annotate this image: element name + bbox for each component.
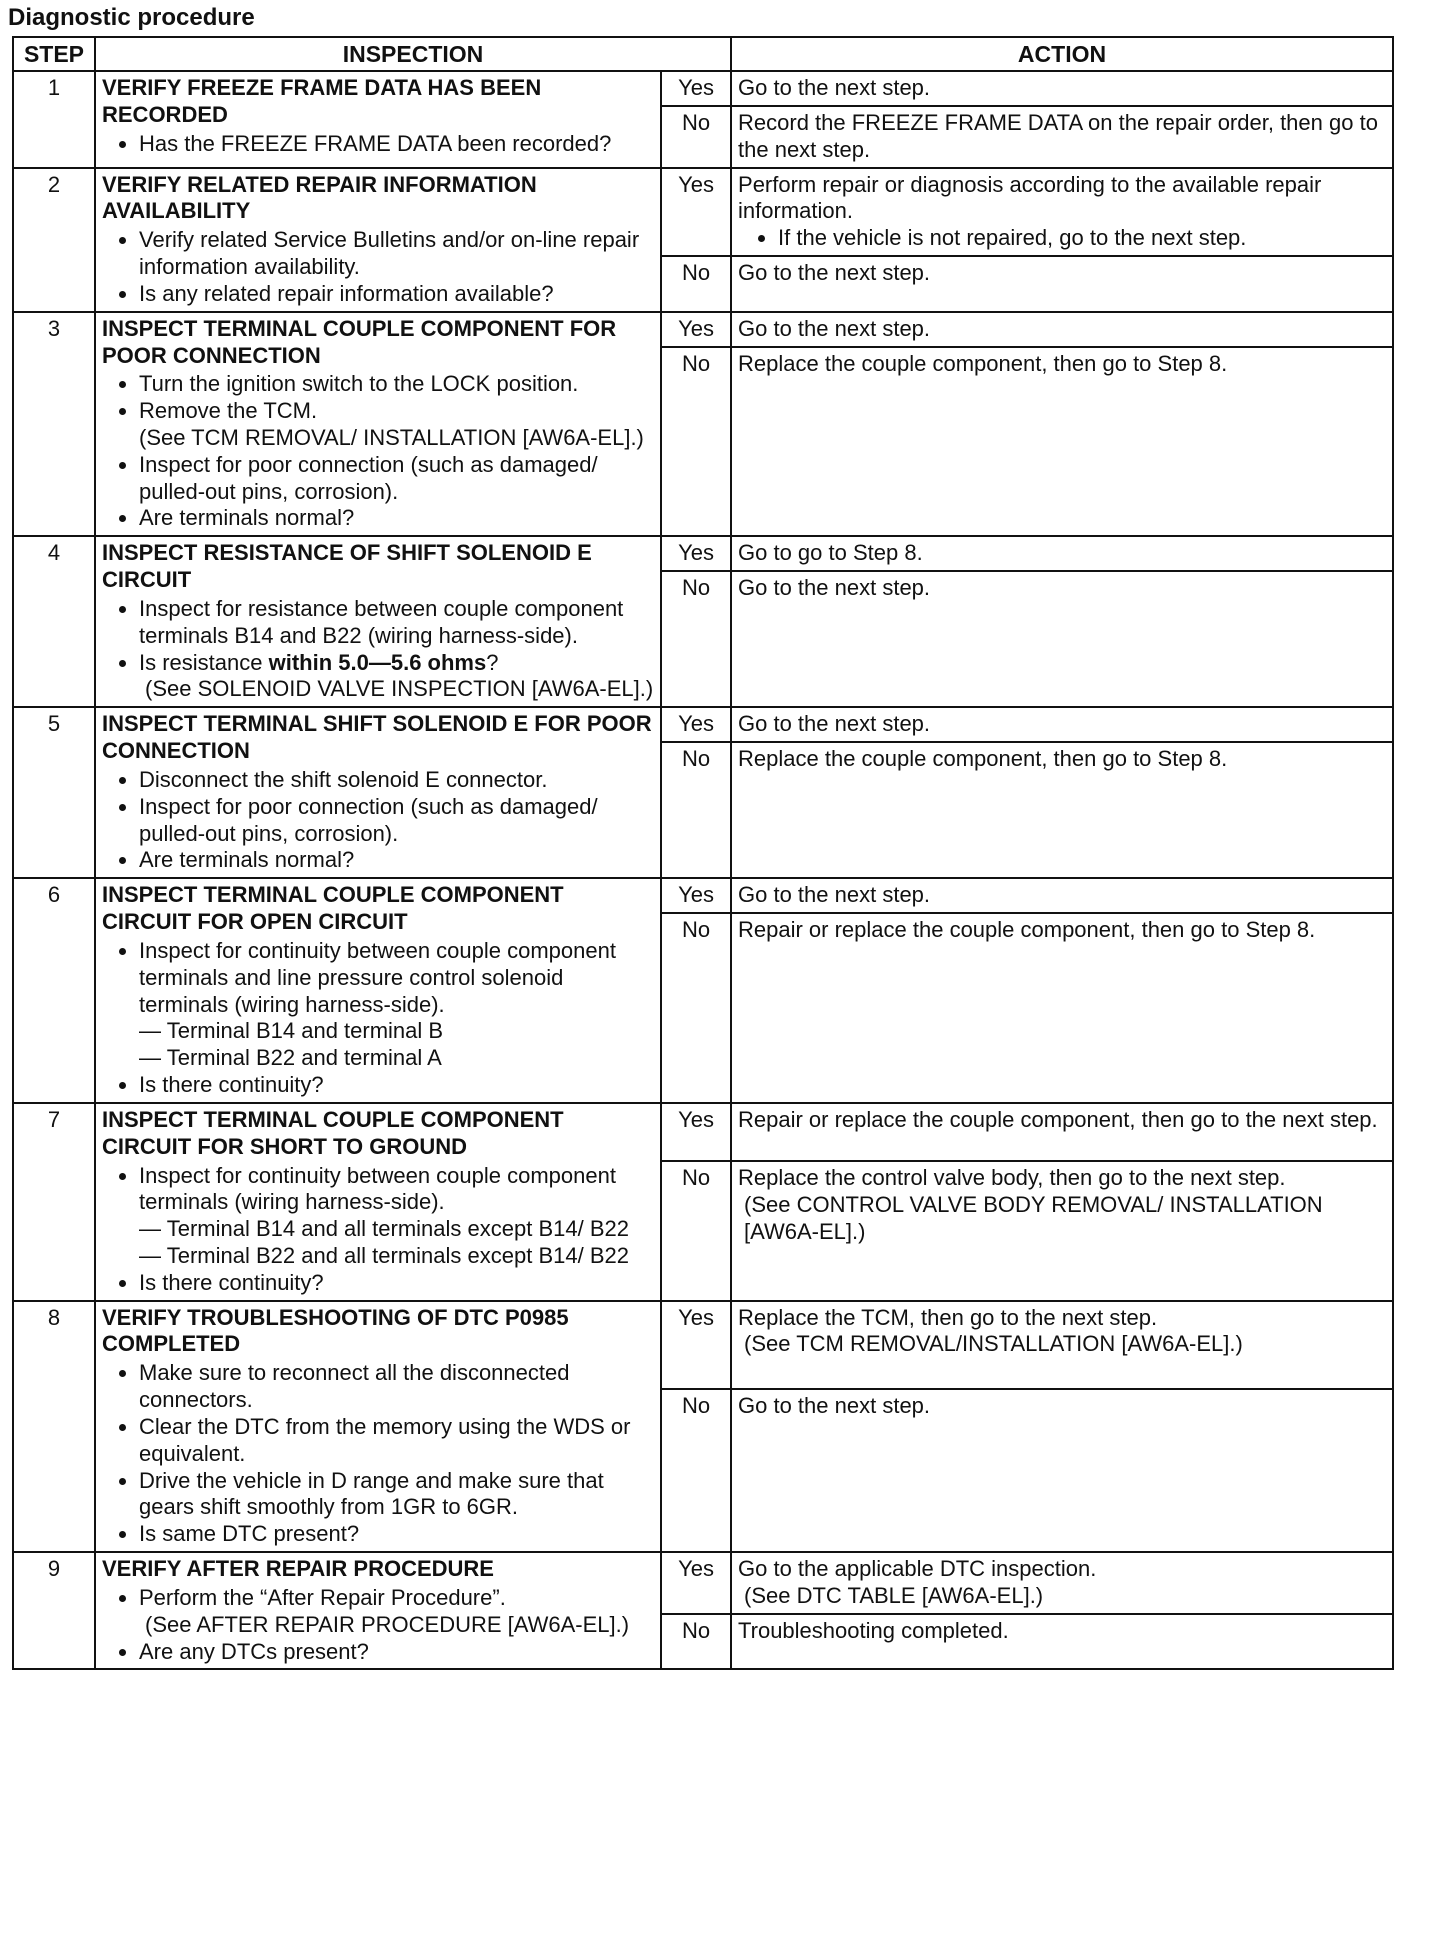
- no-action: Replace the couple component, then go to Step 8.: [731, 347, 1393, 537]
- inspection-cell: [95, 707, 661, 878]
- inspection-item: • Is there continuity?: [139, 1270, 654, 1297]
- yes-action: Go to go to Step 8.: [731, 536, 1393, 571]
- terminal-pair: — Terminal B22 and terminal A: [139, 1045, 442, 1071]
- inspection-title: INSPECT TERMINAL COUPLE COMPONENT CIRCUIT FOR OPEN CIRCUIT: [102, 882, 564, 935]
- step-1-yes-row: [13, 71, 1393, 106]
- no-label: No: [661, 106, 731, 168]
- yes-label: Yes: [661, 1301, 731, 1389]
- inspection-title: INSPECT TERMINAL SHIFT SOLENOID E FOR POOR CONNECTION: [102, 711, 652, 764]
- inspection-title: VERIFY TROUBLESHOOTING OF DTC P0985 COMPLETED: [102, 1304, 569, 1357]
- yes-action: Perform repair or diagnosis according to the available repair information.: [738, 171, 1322, 224]
- inspection-title: INSPECT TERMINAL COUPLE COMPONENT FOR POOR CONNECTION: [102, 315, 617, 368]
- step-number: 9: [13, 1552, 95, 1669]
- yes-action: Repair or replace the couple component, then go to the next step.: [731, 1103, 1393, 1161]
- inspection-item: • Are any DTCs present?: [139, 1639, 654, 1666]
- step-5-yes-row: [13, 707, 1393, 742]
- inspection-cell: [95, 168, 661, 312]
- inspection-list: [102, 938, 654, 1099]
- no-label: No: [661, 571, 731, 707]
- inspection-item: • Drive the vehicle in D range and make sure that gears shift smoothly from 1GR to 6GR.: [139, 1468, 654, 1522]
- no-label: No: [661, 913, 731, 1103]
- yes-label: Yes: [661, 707, 731, 742]
- step-6-yes-row: [13, 878, 1393, 913]
- step-4-yes-row: [13, 536, 1393, 571]
- inspection-cell: [95, 1301, 661, 1552]
- terminal-pair: — Terminal B22 and all terminals except B14/ B22: [139, 1243, 629, 1268]
- step-number: 6: [13, 878, 95, 1103]
- inspection-cell: [95, 536, 661, 707]
- inspection-item: • Is there continuity?: [139, 1072, 654, 1099]
- step-number: 4: [13, 536, 95, 707]
- yes-action: Go to the next step.: [731, 707, 1393, 742]
- reference-text: (See AFTER REPAIR PROCEDURE [AW6A-EL].): [145, 1611, 630, 1637]
- no-action: Go to the next step.: [731, 571, 1393, 707]
- inspection-item: • Inspect for poor connection (such as damaged/ pulled-out pins, corrosion).: [139, 794, 654, 848]
- reference-text: (See DTC TABLE [AW6A-EL].): [744, 1582, 1044, 1608]
- inspection-title: VERIFY FREEZE FRAME DATA HAS BEEN RECORDED: [102, 75, 542, 127]
- terminal-pair: — Terminal B14 and terminal B: [139, 1018, 444, 1044]
- yes-label: Yes: [661, 168, 731, 256]
- inspection-item: [139, 398, 654, 452]
- inspection-list: [102, 227, 654, 307]
- inspection-item-text: Remove the TCM.: [139, 398, 318, 424]
- inspection-item-text: Perform the “After Repair Procedure”.: [139, 1584, 506, 1610]
- inspection-item: • Disconnect the shift solenoid E connector.: [139, 767, 654, 794]
- no-action: Troubleshooting completed.: [731, 1614, 1393, 1670]
- inspection-title: INSPECT RESISTANCE OF SHIFT SOLENOID E CIRCUIT: [102, 540, 592, 593]
- reference-text: (See SOLENOID VALVE INSPECTION [AW6A-EL].): [145, 676, 654, 702]
- inspection-item: • Is any related repair information available?: [139, 281, 654, 308]
- inspection-cell: [95, 71, 661, 167]
- no-action: Replace the control valve body, then go to the next step.: [738, 1164, 1286, 1190]
- inspection-list: [102, 131, 654, 158]
- inspection-header: INSPECTION: [95, 37, 731, 71]
- action-header: ACTION: [731, 37, 1393, 71]
- reference-text: (See TCM REMOVAL/INSTALLATION [AW6A-EL].): [744, 1331, 1243, 1357]
- yes-action-list: [738, 225, 1386, 252]
- step-number: 7: [13, 1103, 95, 1301]
- yes-action: Replace the TCM, then go to the next step.: [738, 1304, 1158, 1330]
- inspection-list: [102, 767, 654, 874]
- yes-action-cell: [731, 1552, 1393, 1614]
- inspection-list: [102, 371, 654, 532]
- yes-action: Go to the next step.: [731, 312, 1393, 347]
- inspection-item: • Make sure to reconnect all the disconnected connectors.: [139, 1360, 654, 1414]
- inspection-cell: [95, 1552, 661, 1669]
- inspection-list: [102, 1585, 654, 1665]
- yes-action: Go to the applicable DTC inspection.: [738, 1556, 1097, 1582]
- no-label: No: [661, 742, 731, 878]
- step-9-yes-row: [13, 1552, 1393, 1614]
- inspection-title: VERIFY AFTER REPAIR PROCEDURE: [102, 1556, 494, 1582]
- inspection-list: [102, 596, 654, 703]
- yes-label: Yes: [661, 536, 731, 571]
- inspection-item: • Has the FREEZE FRAME DATA been recorded?: [139, 131, 654, 158]
- yes-action-cell: [731, 168, 1393, 256]
- inspection-list: [102, 1163, 654, 1297]
- step-3-yes-row: [13, 312, 1393, 347]
- step-number: 3: [13, 312, 95, 537]
- yes-label: Yes: [661, 312, 731, 347]
- inspection-item: • Clear the DTC from the memory using the WDS or equivalent.: [139, 1414, 654, 1468]
- reference-text: (See TCM REMOVAL/ INSTALLATION [AW6A-EL].): [139, 424, 644, 450]
- no-label: No: [661, 256, 731, 312]
- inspection-item: • Inspect for resistance between couple component terminals B14 and B22 (wiring harness-side).: [139, 596, 654, 650]
- step-8-yes-row: [13, 1301, 1393, 1389]
- step-2-yes-row: [13, 168, 1393, 256]
- inspection-cell: [95, 1103, 661, 1301]
- step-7-yes-row: [13, 1103, 1393, 1161]
- inspection-item: • Are terminals normal?: [139, 505, 654, 532]
- inspection-item: [139, 1163, 654, 1270]
- step-number: 1: [13, 71, 95, 167]
- inspection-list: [102, 1360, 654, 1548]
- no-action: Replace the couple component, then go to Step 8.: [731, 742, 1393, 878]
- inspection-item: [139, 938, 654, 1072]
- inspection-title: INSPECT TERMINAL COUPLE COMPONENT CIRCUIT FOR SHORT TO GROUND: [102, 1106, 564, 1159]
- reference-text: (See CONTROL VALVE BODY REMOVAL/ INSTALLATION [AW6A-EL].): [744, 1191, 1323, 1244]
- no-action: Record the FREEZE FRAME DATA on the repair order, then go to the next step.: [731, 106, 1393, 168]
- inspection-item: [139, 1585, 654, 1639]
- yes-action-cell: [731, 1301, 1393, 1389]
- inspection-item-text: Inspect for continuity between couple component terminals (wiring harness-side).: [139, 1162, 616, 1215]
- inspection-item: • Turn the ignition switch to the LOCK position.: [139, 371, 654, 398]
- step-number: 5: [13, 707, 95, 878]
- no-label: No: [661, 1161, 731, 1301]
- yes-action: Go to the next step.: [731, 878, 1393, 913]
- inspection-cell: [95, 312, 661, 537]
- yes-action: Go to the next step.: [731, 71, 1393, 106]
- terminal-pair: — Terminal B14 and all terminals except B14/ B22: [139, 1216, 629, 1242]
- no-label: No: [661, 347, 731, 537]
- question-spec: within 5.0—5.6 ohms: [268, 649, 487, 675]
- no-action-cell: [731, 1161, 1393, 1301]
- inspection-item: • Is same DTC present?: [139, 1521, 654, 1548]
- yes-label: Yes: [661, 71, 731, 106]
- yes-label: Yes: [661, 1552, 731, 1614]
- inspection-item: • Verify related Service Bulletins and/or on-line repair information availability.: [139, 227, 654, 281]
- no-action: Go to the next step.: [731, 256, 1393, 312]
- inspection-cell: [95, 878, 661, 1103]
- inspection-item: [139, 650, 654, 704]
- step-header: STEP: [13, 37, 95, 71]
- question-suffix: ?: [486, 649, 499, 675]
- inspection-item-text: Inspect for continuity between couple component terminals and line pressure control solenoid terminals (wiring harness-side).: [139, 937, 616, 1017]
- inspection-item: • Are terminals normal?: [139, 847, 654, 874]
- inspection-item: • Inspect for poor connection (such as damaged/ pulled-out pins, corrosion).: [139, 452, 654, 506]
- inspection-title: VERIFY RELATED REPAIR INFORMATION AVAILABILITY: [102, 171, 537, 224]
- yes-label: Yes: [661, 1103, 731, 1161]
- no-label: No: [661, 1614, 731, 1670]
- no-label: No: [661, 1389, 731, 1552]
- yes-action-bullet: • If the vehicle is not repaired, go to the next step.: [778, 225, 1386, 252]
- question-prefix: Is resistance: [139, 649, 269, 675]
- header-row: [13, 37, 1393, 71]
- no-action: Repair or replace the couple component, then go to Step 8.: [731, 913, 1393, 1103]
- step-number: 8: [13, 1301, 95, 1552]
- diagnostic-procedure-table: [12, 36, 1394, 1670]
- step-number: 2: [13, 168, 95, 312]
- yes-label: Yes: [661, 878, 731, 913]
- page-title: Diagnostic procedure: [8, 4, 255, 31]
- no-action: Go to the next step.: [731, 1389, 1393, 1552]
